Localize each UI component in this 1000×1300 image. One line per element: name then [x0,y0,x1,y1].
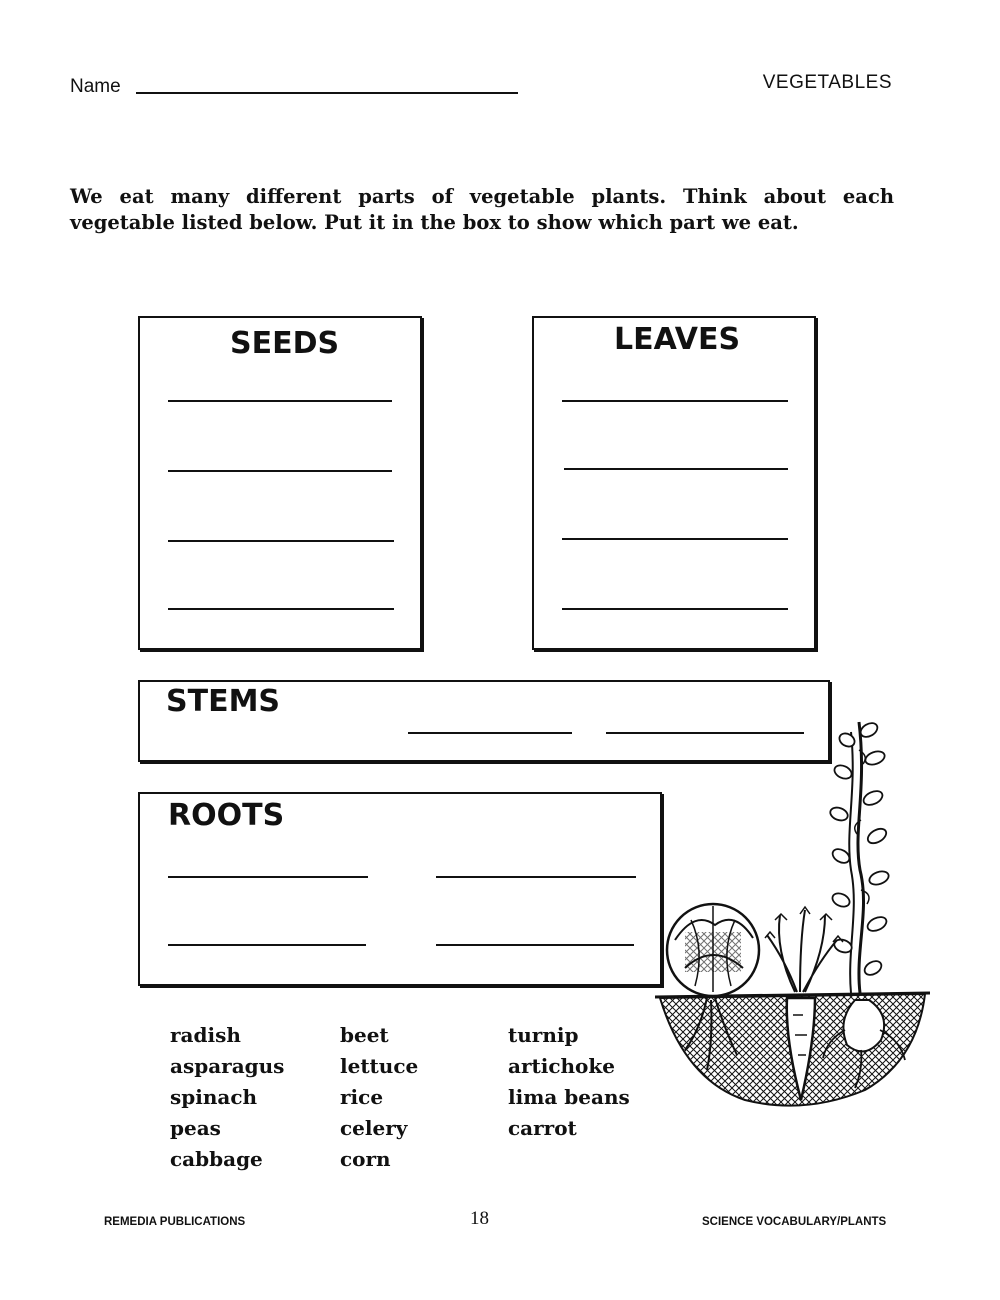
word-bank-item: artichoke [508,1054,615,1078]
stems-answer-line-1[interactable] [408,732,572,734]
leaves-answer-line-2[interactable] [564,468,788,470]
seeds-box-title: SEEDS [230,326,340,361]
leaves-answer-line-1[interactable] [562,400,788,402]
footer-series: SCIENCE VOCABULARY/PLANTS [702,1216,887,1228]
word-bank-item: lettuce [340,1054,419,1078]
seeds-answer-line-2[interactable] [168,470,392,472]
page-number: 18 [470,1208,489,1229]
seeds-answer-line-3[interactable] [168,540,394,542]
leaves-answer-line-3[interactable] [562,538,788,540]
roots-box-title: ROOTS [168,798,285,833]
word-bank-item: lima beans [508,1085,630,1109]
word-bank-column-1 [170,1020,284,1175]
seeds-answer-line-4[interactable] [168,608,394,610]
word-bank-item: asparagus [170,1054,285,1078]
word-bank-item: carrot [508,1116,577,1140]
seeds-answer-line-1[interactable] [168,400,392,402]
roots-box [138,792,662,986]
name-label: Name [70,76,121,97]
worksheet-topic: VEGETABLES [762,72,892,93]
stems-box-title: STEMS [166,684,281,719]
vegetable-garden-illustration-icon [655,710,935,1120]
instructions-text: We eat many different parts of vegetable plants. Think about each vegetable listed below. Put it in the box to show which part we eat. [70,185,894,234]
word-bank-item: spinach [170,1085,258,1109]
word-bank-item: cabbage [170,1147,263,1171]
roots-answer-line-3[interactable] [168,944,366,946]
word-bank-item: rice [340,1085,384,1109]
word-bank [170,1020,650,1180]
leaves-box [532,316,816,650]
word-bank-item: turnip [508,1023,579,1047]
word-bank-item: beet [340,1023,389,1047]
footer-publisher: REMEDIA PUBLICATIONS [104,1216,246,1228]
leaves-box-title: LEAVES [614,322,741,357]
word-bank-item: celery [340,1116,408,1140]
roots-answer-line-1[interactable] [168,876,368,878]
word-bank-item: radish [170,1023,241,1047]
name-blank-line[interactable] [136,92,518,94]
roots-answer-line-2[interactable] [436,876,636,878]
word-bank-column-2 [340,1020,418,1175]
word-bank-item: corn [340,1147,391,1171]
word-bank-item: peas [170,1116,221,1140]
seeds-box [138,316,422,650]
roots-answer-line-4[interactable] [436,944,634,946]
word-bank-column-3 [508,1020,630,1144]
leaves-answer-line-4[interactable] [562,608,788,610]
